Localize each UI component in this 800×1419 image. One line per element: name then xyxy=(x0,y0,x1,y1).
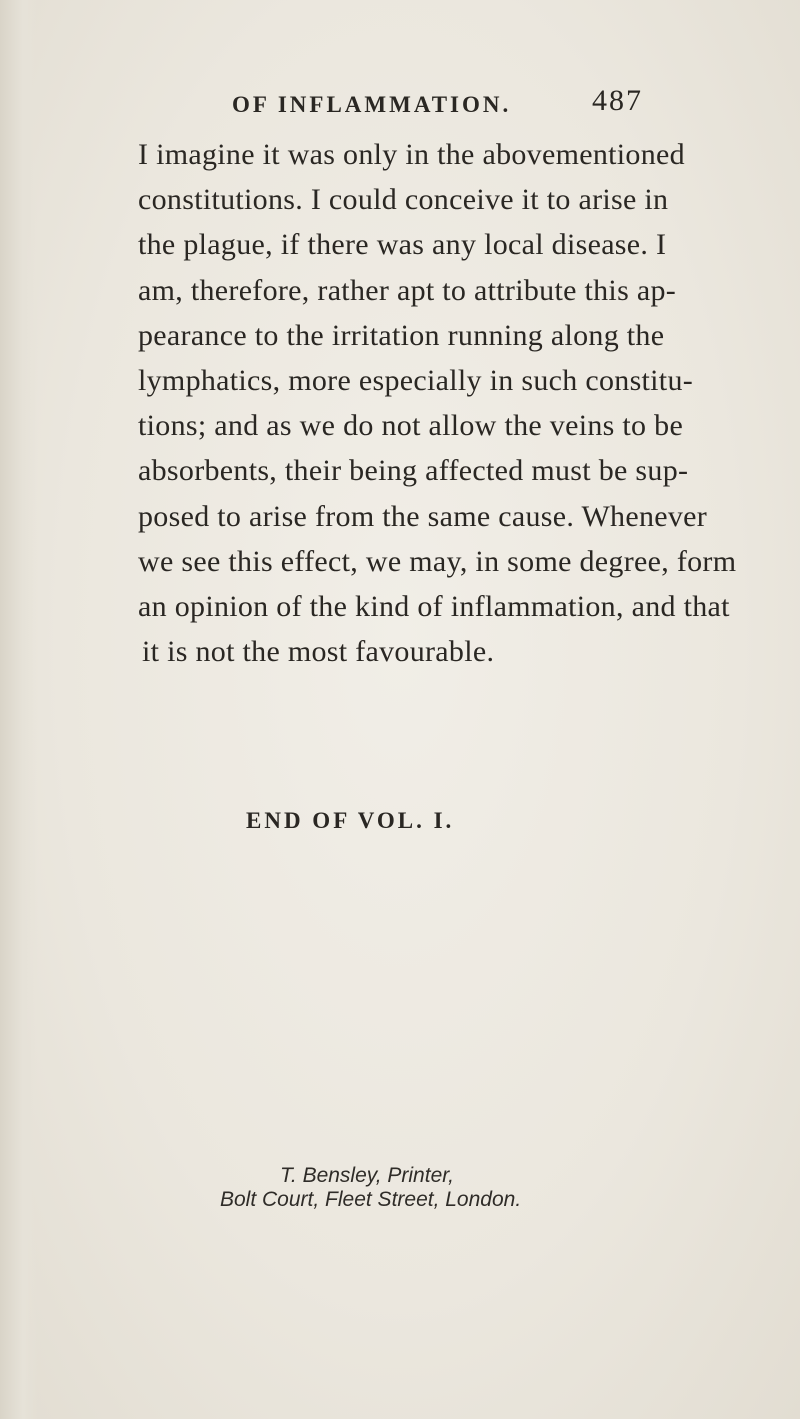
text-line: am, therefore, rather apt to attribute this ap- xyxy=(138,273,677,307)
imprint-printer: T. Bensley, Printer, xyxy=(280,1164,454,1187)
text-line: absorbents, their being affected must be sup- xyxy=(138,454,689,488)
running-title: OF INFLAMMATION. xyxy=(232,92,512,117)
body-paragraph xyxy=(138,132,737,674)
running-head xyxy=(0,84,800,124)
page-edge-shadow xyxy=(0,0,38,1419)
end-of-volume-marker: END OF VOL. I. xyxy=(246,808,455,833)
text-line: lymphatics, more especially in such constitu- xyxy=(138,364,694,398)
text-line: constitutions. I could conceive it to arise in xyxy=(138,183,669,217)
text-line: I imagine it was only in the abovementioned xyxy=(138,138,685,171)
text-line: it is not the most favourable. xyxy=(142,635,495,669)
text-line: the plague, if there was any local disease. I xyxy=(138,228,667,262)
printer-imprint xyxy=(220,1164,521,1212)
text-line: posed to arise from the same cause. Whenever xyxy=(138,499,708,533)
imprint-address: Bolt Court, Fleet Street, London. xyxy=(220,1188,522,1211)
text-line: pearance to the irritation running along the xyxy=(138,318,665,352)
page-number: 487 xyxy=(592,84,643,117)
text-line: tions; and as we do not allow the veins to be xyxy=(138,409,684,443)
text-line: we see this effect, we may, in some degree, form xyxy=(138,544,737,578)
text-line: an opinion of the kind of inflammation, and that xyxy=(138,590,730,624)
